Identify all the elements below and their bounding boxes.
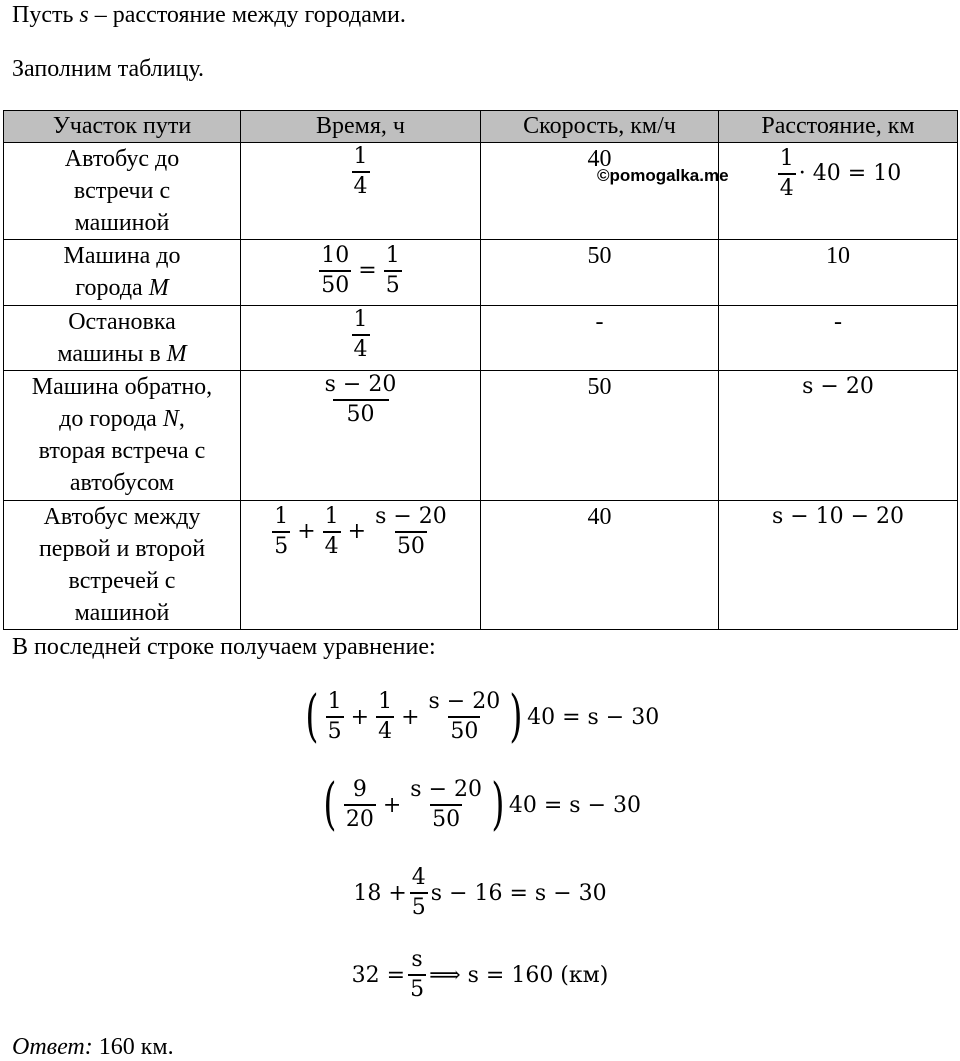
fraction-denominator: 50: [430, 804, 462, 834]
row-speed: 40: [481, 501, 719, 630]
eq-fraction: [408, 946, 426, 1004]
segment-line: первой и второй: [38, 536, 206, 562]
fraction-numerator: 1: [353, 307, 368, 332]
equation-rhs: 40 = s − 30: [508, 792, 641, 818]
row-speed: -: [481, 306, 719, 371]
row-time: [241, 371, 481, 501]
eq-fraction: [410, 864, 428, 922]
eq-fraction: [344, 776, 376, 834]
time-fraction: [352, 306, 370, 364]
segment-variable: M: [148, 275, 169, 301]
time-fraction: [319, 242, 351, 300]
row-segment: [4, 240, 241, 306]
fraction-numerator: s − 20: [410, 777, 483, 802]
equals-sign: =: [358, 258, 377, 283]
row-time: [241, 240, 481, 306]
header-distance: Расстояние, км: [719, 111, 958, 143]
equation-rhs: 40 = s − 30: [527, 704, 660, 730]
plus-sign: +: [401, 704, 420, 730]
equation-intro: В последней строке получаем уравнение:: [12, 634, 436, 660]
fraction-denominator: 50: [448, 716, 480, 746]
segment-line: встречей с: [68, 568, 176, 594]
segment-line: Остановка: [68, 309, 176, 335]
time-fraction: [373, 503, 449, 561]
watermark: ©pomogalka.me: [597, 166, 729, 185]
eq-fraction: [326, 688, 344, 746]
fraction-denominator: 4: [778, 173, 796, 203]
row-speed: 50: [481, 371, 719, 501]
equation-rhs: ⟹ s = 160 (км): [429, 962, 609, 988]
row-distance: -: [719, 306, 958, 371]
table-row: [4, 240, 958, 306]
time-fraction: [323, 503, 341, 561]
segment-line: Машина до: [63, 243, 181, 269]
fraction-denominator: 4: [352, 334, 370, 364]
equation-rhs: s − 16 = s − 30: [430, 880, 607, 906]
fraction-denominator: 20: [344, 804, 376, 834]
segment-line: Машина обратно,: [31, 374, 213, 400]
fraction-numerator: s − 20: [324, 372, 397, 397]
intro-variable: s: [79, 2, 89, 28]
fraction-numerator: 1: [779, 146, 794, 171]
row-time: [241, 306, 481, 371]
table-row: [4, 143, 958, 240]
fraction-denominator: 5: [384, 270, 402, 300]
fraction-numerator: 1: [274, 504, 289, 529]
segment-variable: M: [166, 341, 187, 367]
row-time: [241, 143, 481, 240]
intro-text-after: – расстояние между городами.: [94, 2, 406, 28]
equation-lhs: 32 =: [351, 962, 406, 988]
solution-table: [3, 110, 958, 630]
fraction-denominator: 5: [410, 892, 428, 922]
segment-line: Автобус до: [64, 146, 180, 172]
fraction-numerator: 1: [353, 144, 368, 169]
eq-fraction: [376, 688, 394, 746]
segment-variable: N: [162, 406, 179, 432]
time-fraction: [272, 503, 290, 561]
fraction-denominator: 50: [319, 270, 351, 300]
header-segment: Участок пути: [4, 111, 241, 143]
segment-line: машиной: [74, 210, 170, 236]
fraction-denominator: 4: [376, 716, 394, 746]
row-distance: s − 10 − 20: [719, 501, 958, 630]
segment-line: [6, 272, 238, 304]
close-paren: ): [491, 772, 505, 837]
segment-text: города: [75, 275, 143, 301]
table-row: [4, 306, 958, 371]
equation-1: [0, 684, 960, 749]
fraction-numerator: 1: [327, 689, 342, 714]
fraction-numerator: s: [411, 947, 423, 972]
row-segment: [4, 143, 241, 240]
segment-line: машиной: [74, 600, 170, 626]
plus-sign: +: [347, 519, 367, 544]
segment-line: автобусом: [69, 470, 175, 496]
row-distance: 10: [719, 240, 958, 306]
plus-sign: +: [382, 792, 402, 818]
distance-expression: · 40 = 10: [798, 161, 902, 186]
table-row: [4, 371, 958, 501]
segment-line: вторая встреча с: [38, 438, 206, 464]
segment-line: встречи с: [73, 178, 171, 204]
row-distance: [719, 143, 958, 240]
fraction-numerator: 9: [352, 777, 367, 802]
time-fraction: [384, 242, 402, 300]
answer-line: [12, 1034, 174, 1061]
table-header-row: [4, 111, 958, 143]
segment-text: машины в: [57, 341, 161, 367]
segment-line: [6, 338, 238, 370]
open-paren: (: [323, 772, 337, 837]
distance-fraction: [778, 145, 796, 203]
row-speed: 50: [481, 240, 719, 306]
equation-2: [0, 772, 960, 837]
fraction-denominator: 4: [323, 531, 341, 561]
fraction-denominator: 50: [395, 531, 427, 561]
row-segment: [4, 371, 241, 501]
fraction-denominator: 50: [333, 399, 389, 429]
open-paren: (: [305, 684, 319, 749]
intro-text-before: Пусть: [12, 2, 74, 28]
fraction-denominator: 5: [272, 531, 290, 561]
row-speed: 40: [481, 143, 719, 240]
time-fraction: [352, 143, 370, 201]
fraction-numerator: s − 20: [375, 504, 447, 529]
fraction-denominator: 4: [352, 171, 370, 201]
plus-sign: +: [297, 519, 316, 544]
plus-sign: +: [350, 704, 370, 730]
row-distance: s − 20: [719, 371, 958, 501]
row-segment: [4, 501, 241, 630]
fraction-numerator: 1: [378, 689, 393, 714]
fraction-numerator: 10: [321, 243, 350, 268]
fraction-numerator: 1: [324, 504, 339, 529]
header-time: Время, ч: [241, 111, 481, 143]
eq-fraction: [408, 776, 484, 834]
answer-value: 160 км.: [98, 1034, 174, 1060]
fraction-numerator: 1: [385, 243, 400, 268]
equation-lhs: 18 +: [353, 880, 407, 906]
header-speed: Скорость, км/ч: [481, 111, 719, 143]
row-segment: [4, 306, 241, 371]
intro-line-2: Заполним таблицу.: [12, 56, 205, 82]
row-time: [241, 501, 481, 630]
fraction-numerator: s − 20: [428, 689, 501, 714]
segment-line: до города N,: [59, 406, 185, 432]
fraction-denominator: 5: [408, 974, 426, 1004]
close-paren: ): [509, 684, 523, 749]
equation-4: [0, 946, 960, 1004]
time-fraction: [323, 371, 399, 429]
answer-label: Ответ:: [12, 1034, 93, 1060]
equation-3: [0, 864, 960, 922]
segment-text: до города: [59, 406, 157, 432]
fraction-numerator: 4: [411, 865, 426, 890]
fraction-denominator: 5: [326, 716, 344, 746]
table-row: [4, 501, 958, 630]
intro-line-1: [12, 2, 406, 29]
segment-line: Автобус между: [43, 504, 201, 530]
eq-fraction: [427, 688, 503, 746]
